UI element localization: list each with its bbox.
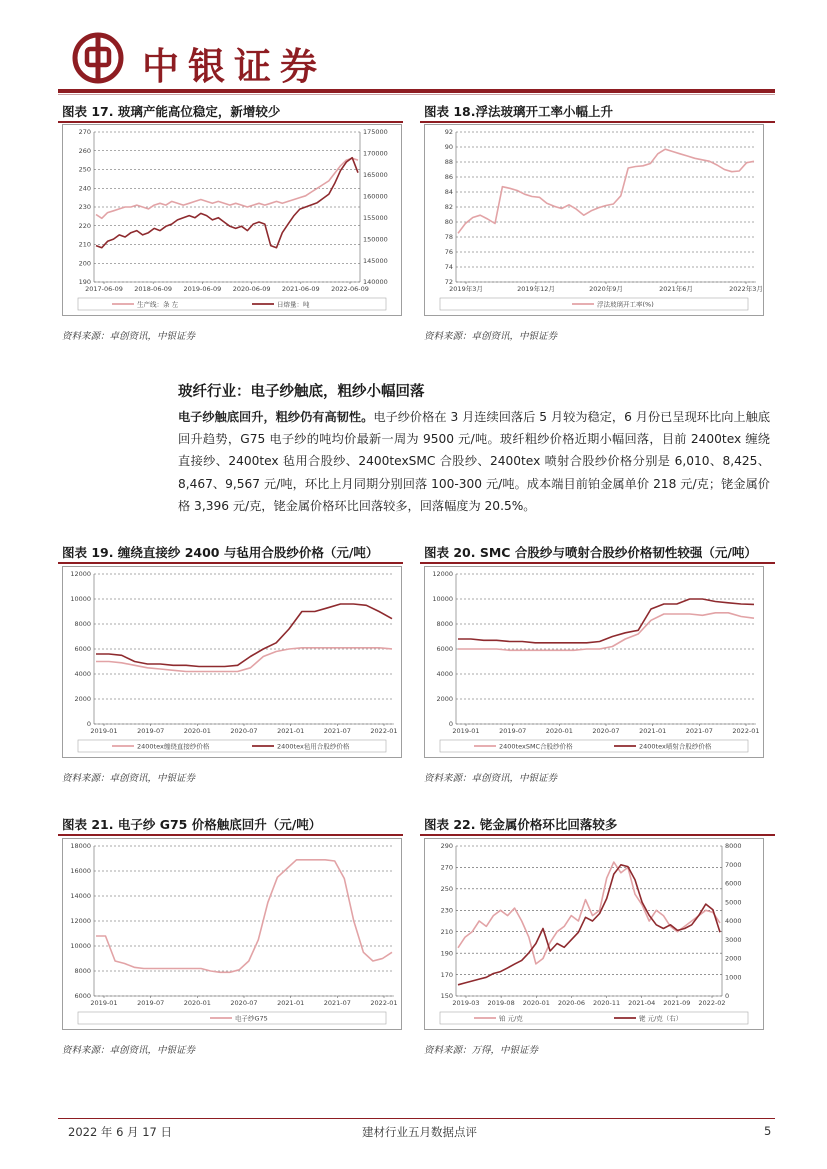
x-tick-label: 2019-07 [137, 999, 165, 1007]
x-tick-label: 2021-07 [323, 727, 351, 735]
y-tick-label: 10000 [70, 595, 91, 604]
y-tick-label: 18000 [70, 842, 91, 851]
y-tick-label: 12000 [70, 570, 91, 579]
footer-page-number: 5 [764, 1124, 772, 1138]
legend-label-2: 铑 元/克（右） [639, 1014, 683, 1023]
figure-17-chart [62, 124, 402, 316]
y-tick-label: 250 [440, 885, 453, 894]
legend-label-1: 生产线：条 左 [137, 300, 179, 309]
x-tick-label: 2021-01 [639, 727, 667, 735]
x-tick-label: 2021-04 [628, 999, 656, 1007]
y-tick-label: 230 [78, 203, 91, 212]
x-tick-label: 2020-07 [592, 727, 620, 735]
figure-18-source: 资料来源：卓创资讯，中银证券 [424, 331, 558, 342]
y-tick-label: 210 [440, 927, 453, 936]
x-tick-label: 2021-06-09 [281, 285, 320, 293]
y2-tick-label: 5000 [725, 898, 742, 907]
x-tick-label: 2019-06-09 [183, 285, 222, 293]
x-tick-label: 2019-01 [452, 727, 480, 735]
x-tick-label: 2020年9月 [589, 285, 623, 293]
y-tick-label: 4000 [74, 670, 91, 679]
y-tick-label: 170 [440, 970, 453, 979]
y-tick-label: 10000 [70, 942, 91, 951]
figure-21-title: 图表 21. 电子纱 G75 价格触底回升（元/吨） [62, 817, 322, 832]
header-rule [58, 89, 775, 93]
y-tick-label: 270 [78, 128, 91, 137]
y-tick-label: 10000 [432, 595, 453, 604]
legend-label-1: 铂 元/克 [499, 1014, 523, 1023]
footer-rule [58, 1118, 775, 1119]
x-tick-label: 2022-01 [732, 727, 760, 735]
figure-19-rule [58, 562, 403, 564]
x-tick-label: 2020-01 [545, 727, 573, 735]
x-tick-label: 2020-06 [557, 999, 586, 1007]
y-tick-label: 12000 [70, 917, 91, 926]
figure-20-title: 图表 20. SMC 合股纱与喷射合股纱价格韧性较强（元/吨） [424, 545, 757, 560]
y2-tick-label: 4000 [725, 917, 742, 926]
y-tick-label: 0 [86, 720, 91, 729]
section-heading: 玻纤行业：电子纱触底，粗纱小幅回落 [178, 384, 425, 400]
y-tick-label: 14000 [70, 892, 91, 901]
y2-tick-label: 160000 [363, 192, 388, 201]
section-paragraph [178, 406, 770, 517]
y-tick-label: 8000 [74, 967, 91, 976]
y-tick-label: 150 [440, 992, 453, 1001]
y2-tick-label: 155000 [363, 213, 388, 222]
y-tick-label: 290 [440, 842, 453, 851]
header-rule-thin [58, 94, 775, 95]
x-tick-label: 2019年12月 [517, 285, 555, 293]
x-tick-label: 2021-09 [663, 999, 691, 1007]
bank-logo [72, 32, 132, 84]
y-tick-label: 270 [440, 863, 453, 872]
x-tick-label: 2022-01 [370, 727, 398, 735]
y2-tick-label: 2000 [725, 954, 742, 963]
figure-18-chart [424, 124, 764, 316]
x-tick-label: 2019年3月 [449, 285, 483, 293]
x-tick-label: 2022-02 [698, 999, 726, 1007]
legend-label-2: 日熔量：吨 [277, 300, 310, 309]
y-tick-label: 4000 [436, 670, 453, 679]
legend-label-1: 2400texSMC合股纱价格 [499, 742, 573, 751]
y-tick-label: 92 [444, 128, 453, 137]
footer-date: 2022 年 6 月 17 日 [68, 1125, 172, 1139]
figure-18-rule [420, 121, 775, 123]
y-tick-label: 82 [444, 203, 453, 212]
y-tick-label: 190 [78, 278, 91, 287]
figure-21-chart [62, 838, 402, 1030]
x-tick-label: 2020-11 [592, 999, 621, 1007]
figure-19-title: 图表 19. 缠绕直接纱 2400 与毡用合股纱价格（元/吨） [62, 545, 379, 560]
y2-tick-label: 165000 [363, 171, 388, 180]
x-tick-label: 2020-06-09 [232, 285, 271, 293]
y2-tick-label: 1000 [725, 973, 742, 982]
y-tick-label: 2000 [74, 695, 91, 704]
x-tick-label: 2021-01 [277, 999, 305, 1007]
figure-17-title: 图表 17. 玻璃产能高位稳定，新增较少 [62, 104, 281, 119]
x-tick-label: 2019-07 [499, 727, 527, 735]
y-tick-label: 84 [444, 188, 453, 197]
x-tick-label: 2022-06-09 [331, 285, 369, 293]
y2-tick-label: 175000 [363, 128, 388, 137]
y-tick-label: 220 [78, 221, 91, 230]
footer-report-name: 建材行业五月数据点评 [362, 1125, 477, 1139]
y-tick-label: 230 [440, 906, 453, 915]
figure-19-chart [62, 566, 402, 758]
figure-21-source: 资料来源：卓创资讯，中银证券 [62, 1045, 196, 1056]
figure-22-chart [424, 838, 764, 1030]
y-tick-label: 0 [448, 720, 453, 729]
y-tick-label: 6000 [436, 645, 453, 654]
y2-tick-label: 8000 [725, 842, 742, 851]
figure-19-source: 资料来源：卓创资讯，中银证券 [62, 773, 196, 784]
y2-tick-label: 7000 [725, 860, 742, 869]
x-tick-label: 2019-01 [90, 727, 118, 735]
paragraph-body: 电子纱价格在 3 月连续回落后 5 月较为稳定，6 月份已呈现环比向上触底回升趋势，G75 电子纱的吨均价最新一周为 9500 元/吨。玻纤粗纱价格近期小幅回落，目前 2400tex 缠绕直接纱、2400tex 毡用合股纱、2400texSMC 合股纱、2400tex 喷射合股纱价格分别是 6,010、8,425、8,467、9,567 元/吨，环比上月同期分别回落 100-300 元/吨。成本端目前铂金属单价 218 元/克；铑金属价格 3,396 元/克，铑金属价格环比回落较多，回落幅度为 20.5%。 [178, 410, 771, 513]
y-tick-label: 6000 [74, 992, 91, 1001]
x-tick-label: 2020-01 [522, 999, 550, 1007]
figure-20-chart [424, 566, 764, 758]
x-tick-label: 2020-01 [183, 727, 211, 735]
y-tick-label: 88 [444, 158, 453, 167]
y-tick-label: 74 [444, 263, 453, 272]
figure-20-rule [420, 562, 775, 564]
figure-22-rule [420, 834, 775, 836]
x-tick-label: 2020-07 [230, 999, 258, 1007]
y-tick-label: 12000 [432, 570, 453, 579]
y2-tick-label: 3000 [725, 935, 742, 944]
paragraph-lead: 电子纱触底回升，粗纱仍有高韧性。 [178, 410, 374, 424]
legend-label-1: 浮法玻璃开工率(%) [597, 300, 654, 309]
x-tick-label: 2021-07 [685, 727, 713, 735]
y2-tick-label: 6000 [725, 879, 742, 888]
x-tick-label: 2017-06-09 [85, 285, 123, 293]
x-tick-label: 2021-01 [277, 727, 305, 735]
x-tick-label: 2019-07 [137, 727, 165, 735]
y-tick-label: 190 [440, 949, 453, 958]
x-tick-label: 2022年3月 [729, 285, 763, 293]
legend-label-2: 2400tex毡用合股纱价格 [277, 742, 350, 751]
figure-22-source: 资料来源：万得，中银证券 [424, 1045, 539, 1056]
y-tick-label: 16000 [70, 867, 91, 876]
x-tick-label: 2020-01 [183, 999, 211, 1007]
figure-18-title: 图表 18.浮法玻璃开工率小幅上升 [424, 104, 613, 119]
figure-20-source: 资料来源：卓创资讯，中银证券 [424, 773, 558, 784]
y-tick-label: 200 [78, 259, 91, 268]
y-tick-label: 210 [78, 240, 91, 249]
figure-21-rule [58, 834, 403, 836]
brand-name: 中银证券 [142, 44, 326, 88]
legend-label-2: 2400tex喷射合股纱价格 [639, 742, 712, 751]
y-tick-label: 72 [444, 278, 453, 287]
figure-17-source: 资料来源：卓创资讯，中银证券 [62, 331, 196, 342]
x-tick-label: 2020-07 [230, 727, 258, 735]
x-tick-label: 2019-03 [452, 999, 480, 1007]
y-tick-label: 80 [444, 218, 453, 227]
x-tick-label: 2021-07 [323, 999, 351, 1007]
x-tick-label: 2022-01 [370, 999, 398, 1007]
figure-22-title: 图表 22. 铑金属价格环比回落较多 [424, 817, 618, 832]
y-tick-label: 8000 [436, 620, 453, 629]
x-tick-label: 2018-06-09 [134, 285, 173, 293]
x-tick-label: 2021年6月 [659, 285, 693, 293]
y2-tick-label: 140000 [363, 278, 388, 287]
y-tick-label: 240 [78, 184, 91, 193]
y-tick-label: 260 [78, 146, 91, 155]
y2-tick-label: 170000 [363, 149, 388, 158]
y-tick-label: 8000 [74, 620, 91, 629]
y-tick-label: 86 [444, 173, 453, 182]
y2-tick-label: 150000 [363, 235, 388, 244]
y-tick-label: 6000 [74, 645, 91, 654]
y-tick-label: 76 [444, 248, 453, 257]
y-tick-label: 90 [444, 143, 453, 152]
x-tick-label: 2019-01 [90, 999, 118, 1007]
x-tick-label: 2019-08 [487, 999, 515, 1007]
y2-tick-label: 0 [725, 992, 730, 1001]
y2-tick-label: 145000 [363, 256, 388, 265]
y-tick-label: 250 [78, 165, 91, 174]
y-tick-label: 2000 [436, 695, 453, 704]
figure-17-rule [58, 121, 403, 123]
legend-label-1: 电子纱G75 [235, 1014, 268, 1023]
y-tick-label: 78 [444, 233, 453, 242]
legend-label-1: 2400tex缠绕直接纱价格 [137, 742, 210, 751]
